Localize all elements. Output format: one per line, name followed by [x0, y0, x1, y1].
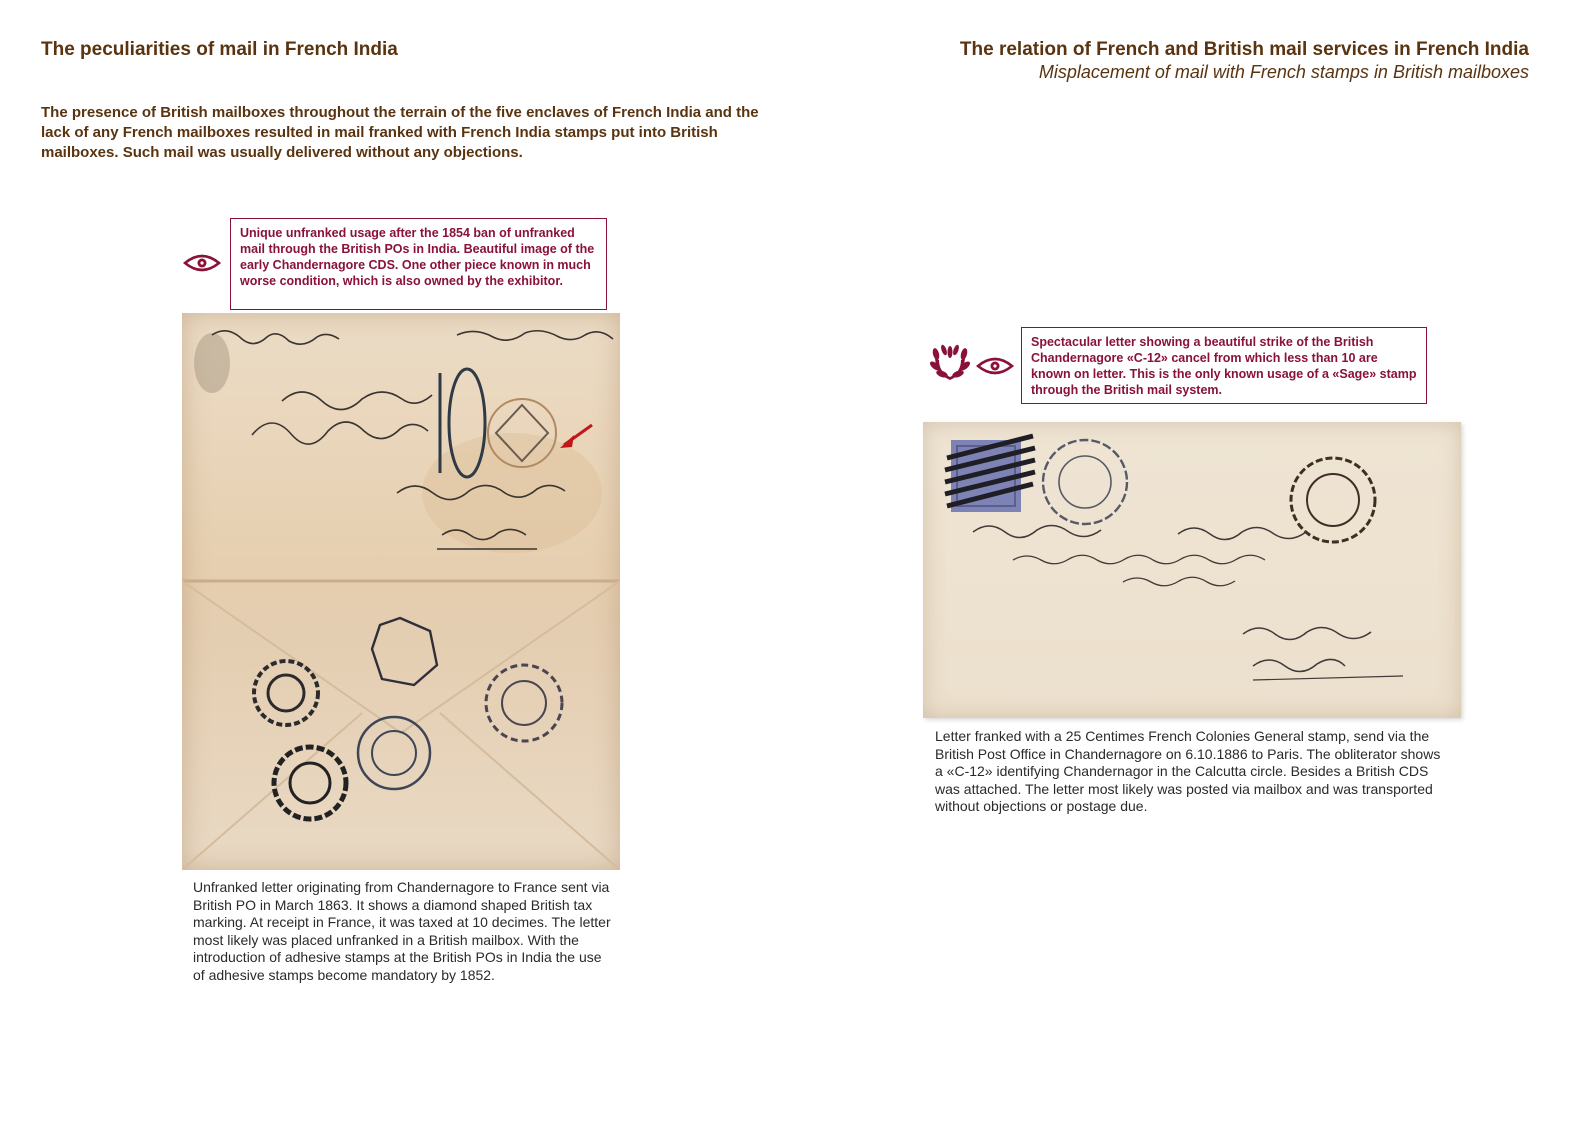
eye-icon — [183, 252, 221, 279]
laurel-wreath-icon — [930, 344, 970, 389]
page-title-right: The relation of French and British mail services in French India — [959, 39, 1529, 60]
page-subtitle-right: Misplacement of mail with French stamps in British mailboxes — [1038, 62, 1529, 82]
eye-icon — [976, 355, 1014, 382]
cover-image-right — [923, 422, 1461, 718]
cover-image-left — [182, 313, 620, 870]
caption-right: Letter franked with a 25 Centimes French Colonies General stamp, send via the British Post Office in Chandernagore on 6.10.1886 to Paris. The obliterator shows a «C-12» identifying Chandernagor in the Calcutta circle. Besides a British CDS was attached. The letter most likely was posted via mailbox and was transported without objections or postage due. — [935, 728, 1441, 814]
page-title-left: The peculiarities of mail in French India — [41, 39, 398, 60]
note-box-left: Unique unfranked usage after the 1854 ban of unfranked mail through the British POs in India. Beautiful image of the early Chandernagore CDS. One other piece known in much worse condition, which is also owned by the exhibitor. — [230, 218, 607, 310]
note-box-right: Spectacular letter showing a beautiful strike of the British Chandernagore «C-12» cancel from which less than 10 are known on letter. This is the only known usage of a «Sage» stamp through the British mail system. — [1021, 327, 1427, 404]
intro-paragraph: The presence of British mailboxes throughout the terrain of the five enclaves of French India and the lack of any French mailboxes resulted in mail franked with French India stamps put into British mailboxes. Such mail was usually delivered without any objections. — [41, 104, 759, 161]
caption-left: Unfranked letter originating from Chandernagore to France sent via British PO in March 1863. It shows a diamond shaped British tax marking. At receipt in France, it was taxed at 10 decimes. The letter most likely was placed unfranked in a British mailbox. With the introduction of adhesive stamps at the British POs in India the use of adhesive stamps become mandatory by 1852. — [193, 879, 611, 983]
